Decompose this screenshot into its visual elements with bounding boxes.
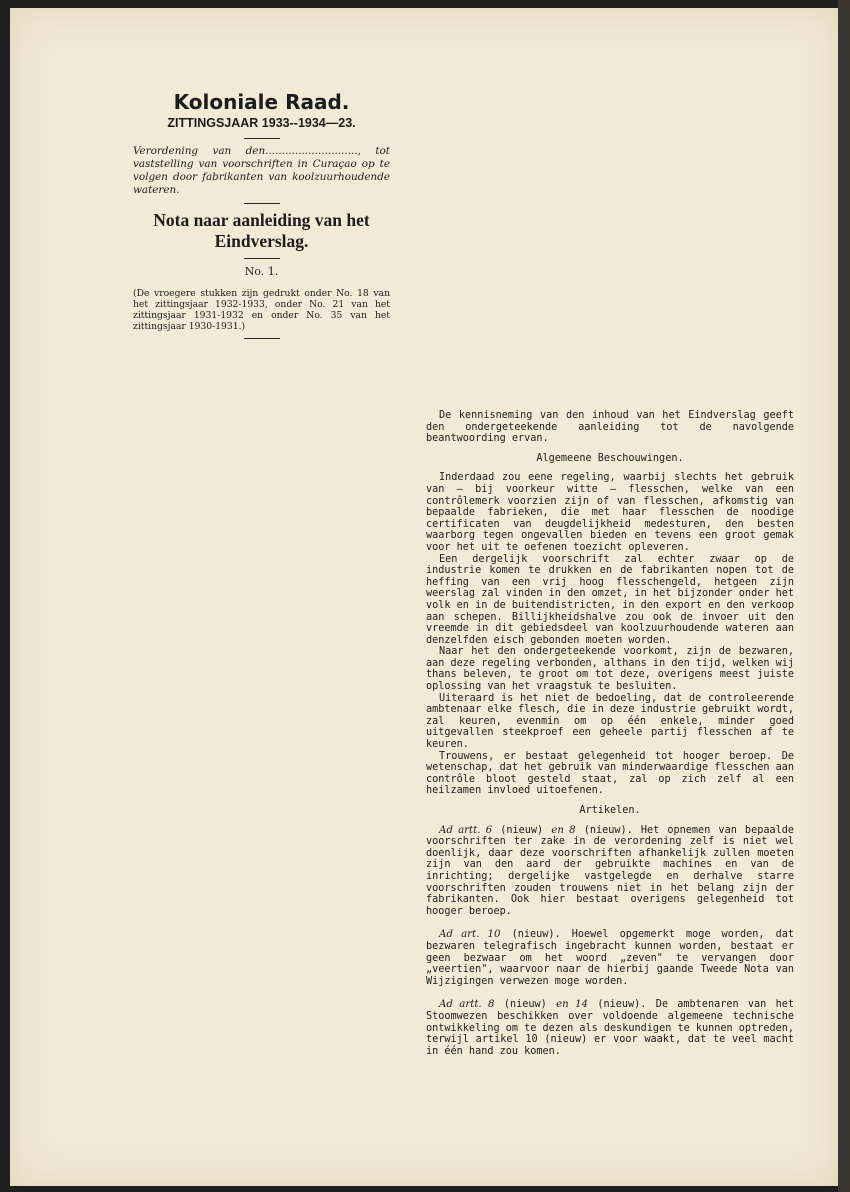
- references-note: (De vroegere stukken zijn gedrukt onder No. 18 van het zittingsjaar 1932-1933, onder No. 21 van het zittingsjaar 1931-1932 en onder No. 35 van het zittingsjaar 1930-1931.): [133, 288, 390, 332]
- nota-title: Nota naar aanleiding van het Eindverslag.: [153, 210, 370, 251]
- session-year: ZITTINGSJAAR 1933--1934—23.: [167, 116, 356, 130]
- ordinance-title: Verordening van den............................, tot vaststelling van voorschriften in Curaçao op te volgen door fabrikanten van koolzuurhoudende wateren.: [133, 145, 390, 196]
- article-paragraph-text: (nieuw). Hoewel opgemerkt moge worden, dat bezwaren telegrafisch ingebracht kunnen worden, bestaat er geen bezwaar om het woord „zeven" te vervangen door „veertien", waarvoor naar de hierbij gaande Tweede Nota van Wijzigingen verwezen moge worden.: [426, 929, 794, 987]
- left-column: [133, 90, 390, 345]
- article-paragraph: [426, 999, 794, 1057]
- article-label: Ad artt. 6: [439, 824, 493, 836]
- paragraph: Naar het den ondergeteekende voorkomt, zijn de bezwaren, aan deze regeling verbonden, althans in den tijd, welken wij thans beleven, te groot om tot deze, overigens meest juiste oplossing van het vraagstuk te besluiten.: [426, 646, 795, 693]
- article-paragraph-text: (nieuw). Het opnemen van bepaalde voorschriften ter zake in de verordening zelf is niet wel doenlijk, daar deze voorschriften afhankelijk zullen moeten zijn van den aard der gebruikte machines en van de inrichting; dergelijke vastgelegde en derhalve starre voorschriften zouden trouwens niet in het belang zijn der fabrikanten. Ook hier bestaat overigens gelegenheid tot hooger beroep.: [426, 824, 795, 917]
- intro-paragraph: De kennisneming van den inhoud van het Eindverslag geeft den ondergeteekende aanleiding tot de navolgende beantwoording ervan.: [426, 410, 794, 445]
- paragraph: Uiteraard is het niet de bedoeling, dat de controleerende ambtenaar elke flesch, die in deze industrie gebruikt wordt, zal keuren, evenmin om op één enkele, minder goed uitgevallen steekproef een geheele partij flesschen af te keuren.: [426, 692, 795, 751]
- article-label: en 14: [556, 999, 589, 1011]
- paragraph: Een dergelijk voorschrift zal echter zwaar op de industrie komen te drukken en de fabrikanten nopen tot de heffing van een vrij hoog flesschengeld, hetgeen zijn weerslag zal vinden in den omzet, in het bijzonder onder het volk en in de buitendistricten, in den export en den verkoop aan schepen. Billijkheidshalve zou ook de invoer uit den vreemde in dit gebiedsdeel van koolzuurhoudende wateren aan denzelfden eisch gebonden moeten worden.: [426, 553, 795, 646]
- show-through-text: [420, 95, 800, 355]
- divider: [244, 138, 280, 139]
- paragraph: Trouwens, er bestaat gelegenheid tot hooger beroep. De wetenschap, dat het gebruik van minderwaardige flesschen aan contrôle bloot gesteld staat, zal op zich zelf al een heilzamen invloed uitoefenen.: [426, 750, 795, 797]
- article-paragraph: [426, 825, 794, 918]
- heading-articles: Artikelen.: [579, 805, 641, 816]
- article-label: Ad art. 10: [439, 929, 501, 941]
- divider: [244, 203, 280, 204]
- divider: [244, 258, 280, 259]
- divider: [244, 338, 280, 339]
- scan-edge: [838, 0, 850, 1192]
- article-paragraph: [426, 929, 794, 987]
- paragraph: Inderdaad zou eene regeling, waarbij slechts het gebruik van — bij voorkeur witte — flesschen, welke van een contrôlemerk voorzien zijn of van flesschen, afkomstig van bepaalde fabrieken, die met haar flesschen de noodige certificaten van deugdelijkheid medesturen, den besten waarborg tegen ongevallen bieden en tevens een groot gemak voor het uit te oefenen toezicht opleveren.: [426, 472, 794, 553]
- council-title: Koloniale Raad.: [173, 90, 350, 114]
- article-paragraph-text: (nieuw). De ambtenaren van het Stoomwezen beschikken over voldoende algemeene technische ontwikkeling om te dezen als deskundigen te kunnen optreden, terwijl artikel 10 (nieuw) er voor waakt, dat te veel macht in één hand zou komen.: [426, 999, 795, 1057]
- heading-general: Algemeene Beschouwingen.: [536, 452, 684, 464]
- article-paragraph-text: (nieuw): [494, 999, 557, 1011]
- right-column: [426, 410, 794, 1057]
- article-label: Ad artt. 8: [439, 999, 495, 1011]
- article-label: en 8: [551, 824, 576, 836]
- article-paragraph-text: (nieuw): [492, 824, 552, 836]
- document-number: No. 1.: [244, 265, 279, 278]
